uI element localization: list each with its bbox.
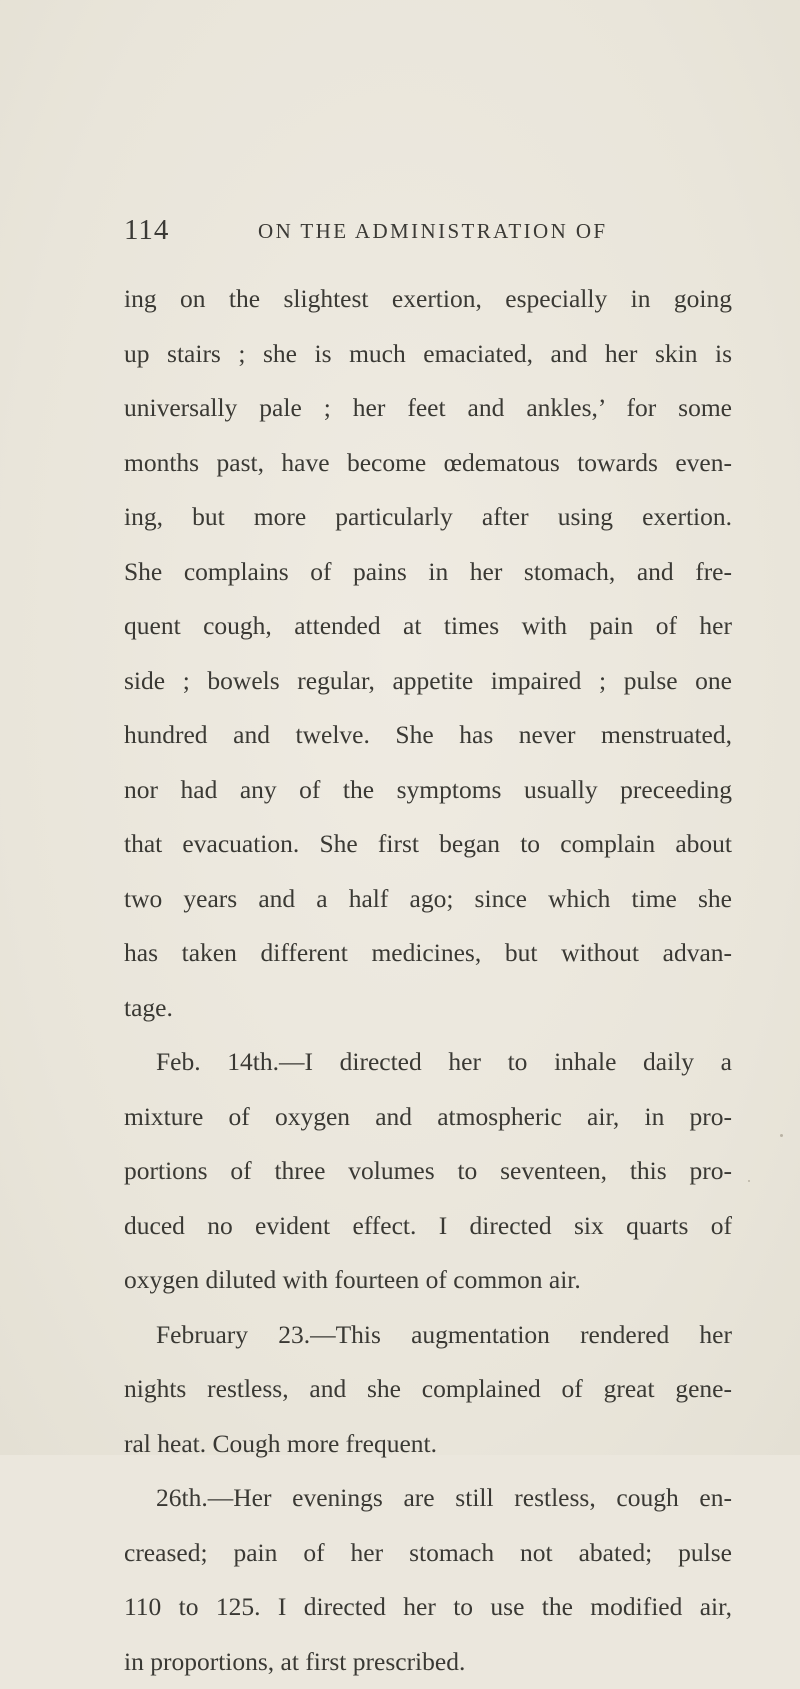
text-line: 26th.—Her evenings are still restless, cough en- [124,1471,732,1526]
text-line: February 23.—This augmentation rendered her [124,1308,732,1363]
page-number: 114 [124,214,169,247]
paragraph [124,1471,732,1689]
text-line: 110 to 125. I directed her to use the modified air, [124,1580,732,1635]
text-line: nights restless, and she complained of great gene- [124,1362,732,1417]
text-line: quent cough, attended at times with pain of her [124,599,732,654]
page-header [124,214,740,254]
text-line: that evacuation. She first began to complain about [124,817,732,872]
text-line: Feb. 14th.—I directed her to inhale daily a [124,1035,732,1090]
text-line: mixture of oxygen and atmospheric air, in pro- [124,1090,732,1145]
paragraph [124,1035,732,1308]
text-line: tage. [124,981,732,1036]
text-line: universally pale ; her feet and ankles,’ for some [124,381,732,436]
text-line: up stairs ; she is much emaciated, and her skin is [124,327,732,382]
paragraph [124,1308,732,1472]
text-line: in proportions, at first prescribed. [124,1635,732,1689]
text-line: ing, but more particularly after using exertion. [124,490,732,545]
paper-speck [748,1180,750,1182]
text-line: She complains of pains in her stomach, and fre- [124,545,732,600]
text-line: nor had any of the symptoms usually preceeding [124,763,732,818]
text-line: has taken different medicines, but without advan- [124,926,732,981]
text-line: hundred and twelve. She has never menstruated, [124,708,732,763]
paper-speck [780,1134,783,1137]
text-line: ing on the slightest exertion, especially in going [124,272,732,327]
text-line: oxygen diluted with fourteen of common air. [124,1253,732,1308]
text-line: side ; bowels regular, appetite impaired ; pulse one [124,654,732,709]
text-line: ral heat. Cough more frequent. [124,1417,732,1472]
text-line: months past, have become œdematous towards even- [124,436,732,491]
paragraph [124,272,732,1035]
running-title: ON THE ADMINISTRATION OF [258,219,607,244]
text-line: two years and a half ago; since which time she [124,872,732,927]
text-line: duced no evident effect. I directed six quarts of [124,1199,732,1254]
text-line: creased; pain of her stomach not abated; pulse [124,1526,732,1581]
body-text [124,272,732,1689]
text-line: portions of three volumes to seventeen, this pro- [124,1144,732,1199]
